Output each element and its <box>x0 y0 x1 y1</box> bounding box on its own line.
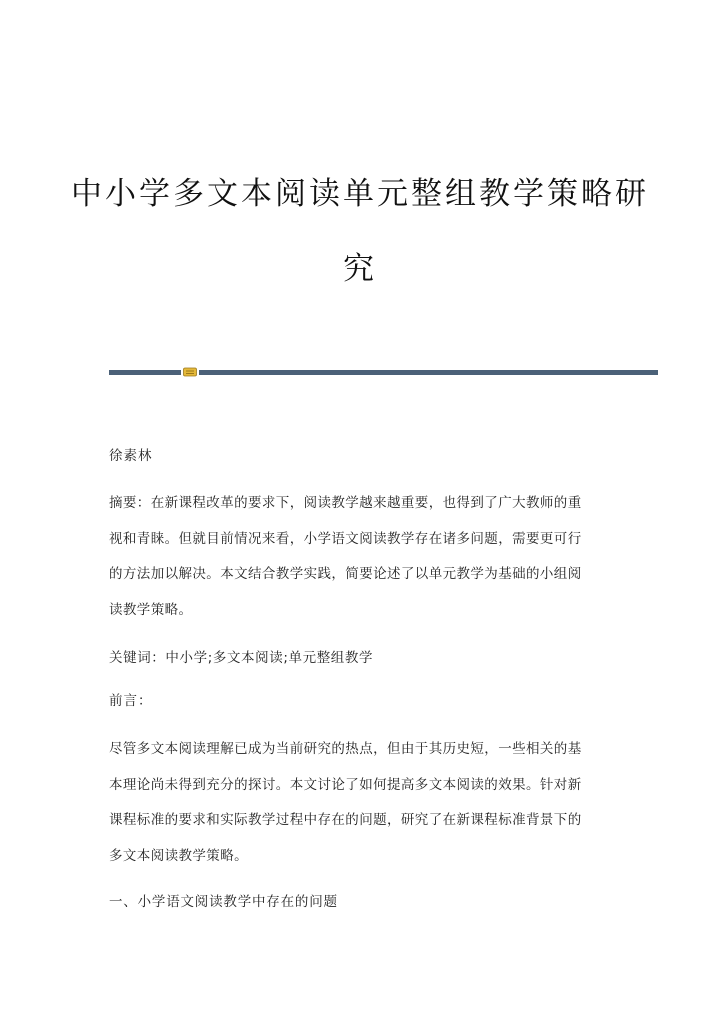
abstract-paragraph <box>109 486 604 628</box>
paragraph-line: 课程标准的要求和实际教学过程中存在的问题，研究了在新课程标准背景下的 <box>109 812 582 828</box>
paragraph-line: 尽管多文本阅读理解已成为当前研究的热点，但由于其历史短，一些相关的基 <box>109 741 582 757</box>
abstract-line: 视和青睐。但就目前情况来看，小学语文阅读教学存在诸多问题，需要更可行 <box>109 530 582 547</box>
divider-bar-right <box>199 370 658 375</box>
document-title-line-1: 中小学多文本阅读单元整组教学策略研 <box>71 176 649 212</box>
divider-bar-left <box>109 370 181 375</box>
document-title-line-2: 究 <box>343 251 377 287</box>
title-divider <box>109 367 658 375</box>
section-heading: 一、小学语文阅读教学中存在的问题 <box>109 894 338 910</box>
abstract-line: 的方法加以解决。本文结合教学实践，简要论述了以单元教学为基础的小组阅 <box>109 566 582 582</box>
abstract-line: 摘要：在新课程改革的要求下，阅读教学越来越重要，也得到了广大教师的重 <box>109 495 582 511</box>
preface-heading: 前言： <box>109 693 153 709</box>
preface-paragraph <box>109 732 604 874</box>
keywords: 关键词：中小学;多文本阅读;单元整组教学 <box>109 650 374 666</box>
paragraph-line: 本理论尚未得到充分的探讨。本文讨论了如何提高多文本阅读的效果。针对新 <box>109 776 582 793</box>
book-ornament-icon <box>183 367 197 377</box>
author-name: 徐素林 <box>109 448 153 464</box>
paragraph-line: 多文本阅读教学策略。 <box>109 847 248 864</box>
abstract-line: 读教学策略。 <box>109 601 193 618</box>
